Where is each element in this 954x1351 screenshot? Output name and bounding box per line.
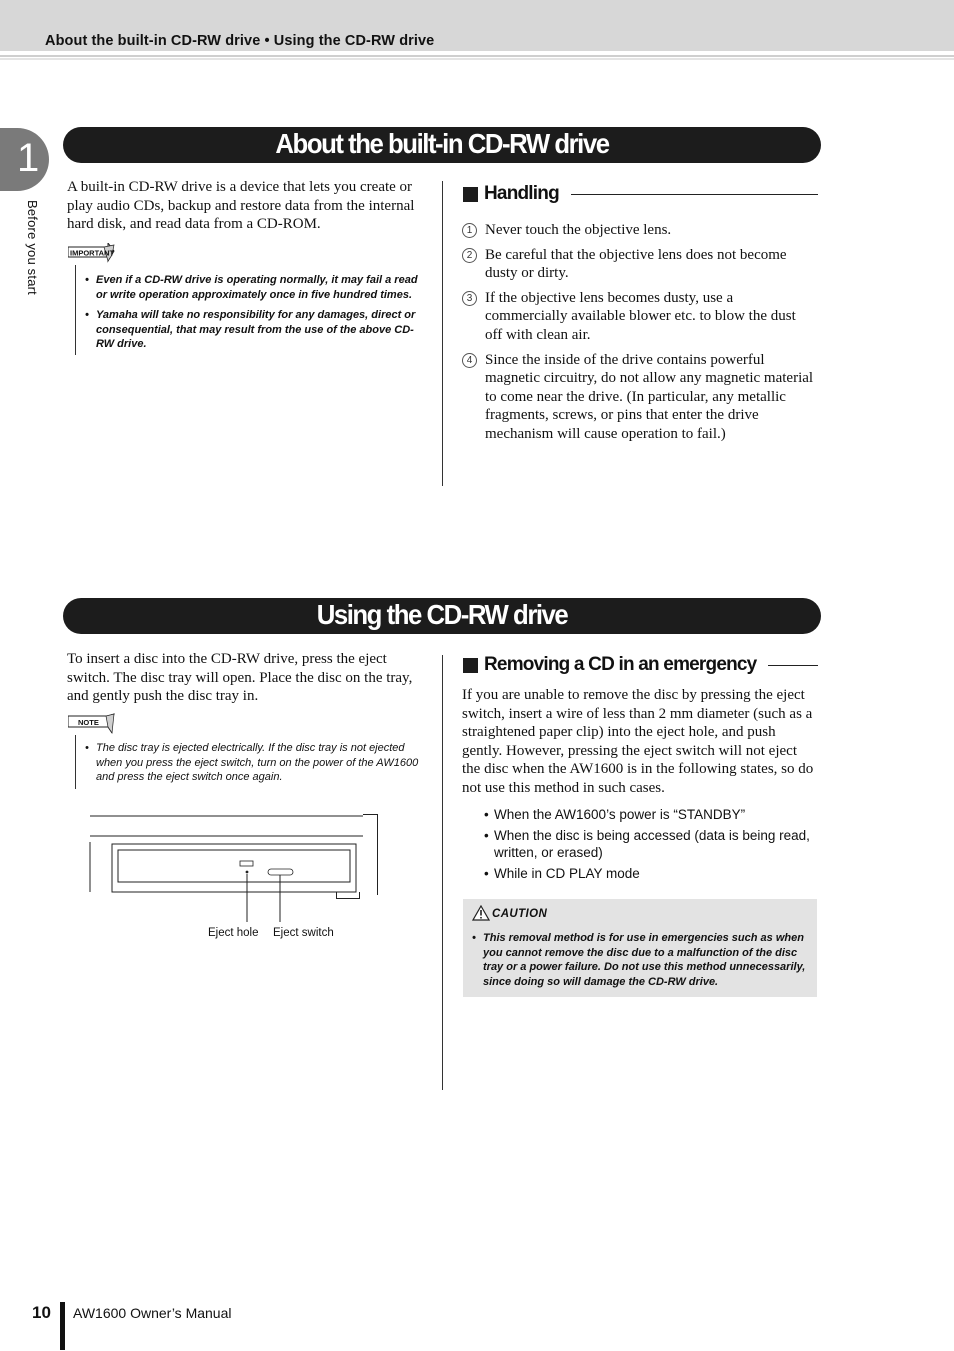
- heading-square-icon: [463, 187, 478, 202]
- column-divider: [442, 655, 443, 1090]
- header-rule: [0, 58, 954, 60]
- bullet-item: • When the AW1600’s power is “STANDBY”: [484, 807, 746, 822]
- running-header: About the built-in CD-RW drive • Using the CD-RW drive: [45, 33, 435, 49]
- page-number: 10: [32, 1303, 51, 1322]
- header-rule: [0, 55, 954, 57]
- eject-switch-label: Eject switch: [273, 927, 334, 939]
- important-item: • Yamaha will take no responsibility for any damages, direct or consequential, that may result from the use of the above CD-RW drive.: [85, 309, 416, 351]
- handling-item: 1 Never touch the objective lens.: [462, 221, 814, 240]
- note-list: [85, 741, 423, 791]
- section-title: About the built-in CD-RW drive: [275, 128, 609, 159]
- important-item: • Even if a CD-RW drive is operating normally, it may fail a read or write operation approximately once in five hundred times.: [85, 274, 418, 301]
- chapter-number: 1: [17, 136, 40, 180]
- handling-item: 4 Since the inside of the drive contains powerful magnetic circuitry, do not allow any magnetic material to come near the drive. (In particular, any metallic fragments, screws, or pins that enter the drive mechanism will cause operation to fail.): [462, 351, 814, 444]
- bullet-item: • While in CD PLAY mode: [484, 865, 640, 881]
- section-intro: A built-in CD-RW drive is a device that lets you create or play audio CDs, backup and restore data from the internal hard disk, and read data from a CD-ROM.: [67, 179, 415, 233]
- bullet-item: • When the disc is being accessed (data is being read, written, or erased): [484, 827, 810, 860]
- handling-heading: Handling: [463, 183, 818, 205]
- drive-foot: [336, 892, 360, 899]
- column-divider: [442, 181, 443, 486]
- manual-title: AW1600 Owner’s Manual: [73, 1305, 232, 1321]
- caution-label: CAUTION: [492, 908, 548, 920]
- emergency-heading: Removing a CD in an emergency: [463, 654, 818, 676]
- emergency-body: If you are unable to remove the disc by pressing the eject switch, insert a wire of less than 2 mm diameter (such as a straightened paper clip) into the eject hole, and push gently. However, pressing the eject switch will not eject the disc when the AW1600 is in the following states, so do not use this method in such cases.: [462, 687, 814, 796]
- heading-square-icon: [463, 658, 478, 673]
- section-intro: To insert a disc into the CD-RW drive, press the eject switch. The disc tray will open. Place the disc on the tray, and gently push the disc tray in.: [67, 651, 413, 705]
- handling-list: [462, 221, 814, 450]
- handling-item: 2 Be careful that the objective lens does not become dusty or dirty.: [462, 246, 814, 283]
- chapter-side-label: Before you start: [25, 200, 40, 295]
- eject-hole-label: Eject hole: [208, 927, 259, 939]
- callout-rule: [75, 265, 76, 355]
- note-label: NOTE: [78, 718, 99, 727]
- handling-item: 3 If the objective lens becomes dusty, use a commercially available blower etc. to blow the dust off with clean air.: [462, 289, 814, 345]
- caution-item: • This removal method is for use in emergencies such as when you cannot remove the disc due to a malfunction of the disc tray or a power failure. Do not use this method unnecessarily, since doing so will damage the CD-RW drive.: [472, 932, 806, 988]
- callout-rule: [75, 735, 76, 789]
- footer-bar: [60, 1302, 65, 1350]
- section-title: Using the CD-RW drive: [316, 599, 568, 630]
- caution-list: [472, 931, 810, 995]
- warning-triangle-icon: [472, 905, 490, 926]
- drive-bezel-edge: [363, 814, 378, 895]
- important-label: IMPORTANT: [70, 248, 115, 258]
- emergency-bullets: [484, 806, 818, 885]
- note-item: • The disc tray is ejected electrically. If the disc tray is not ejected when you press the eject switch, turn on the power of the AW1600 and press the eject switch once again.: [85, 742, 419, 784]
- important-list: [85, 273, 423, 358]
